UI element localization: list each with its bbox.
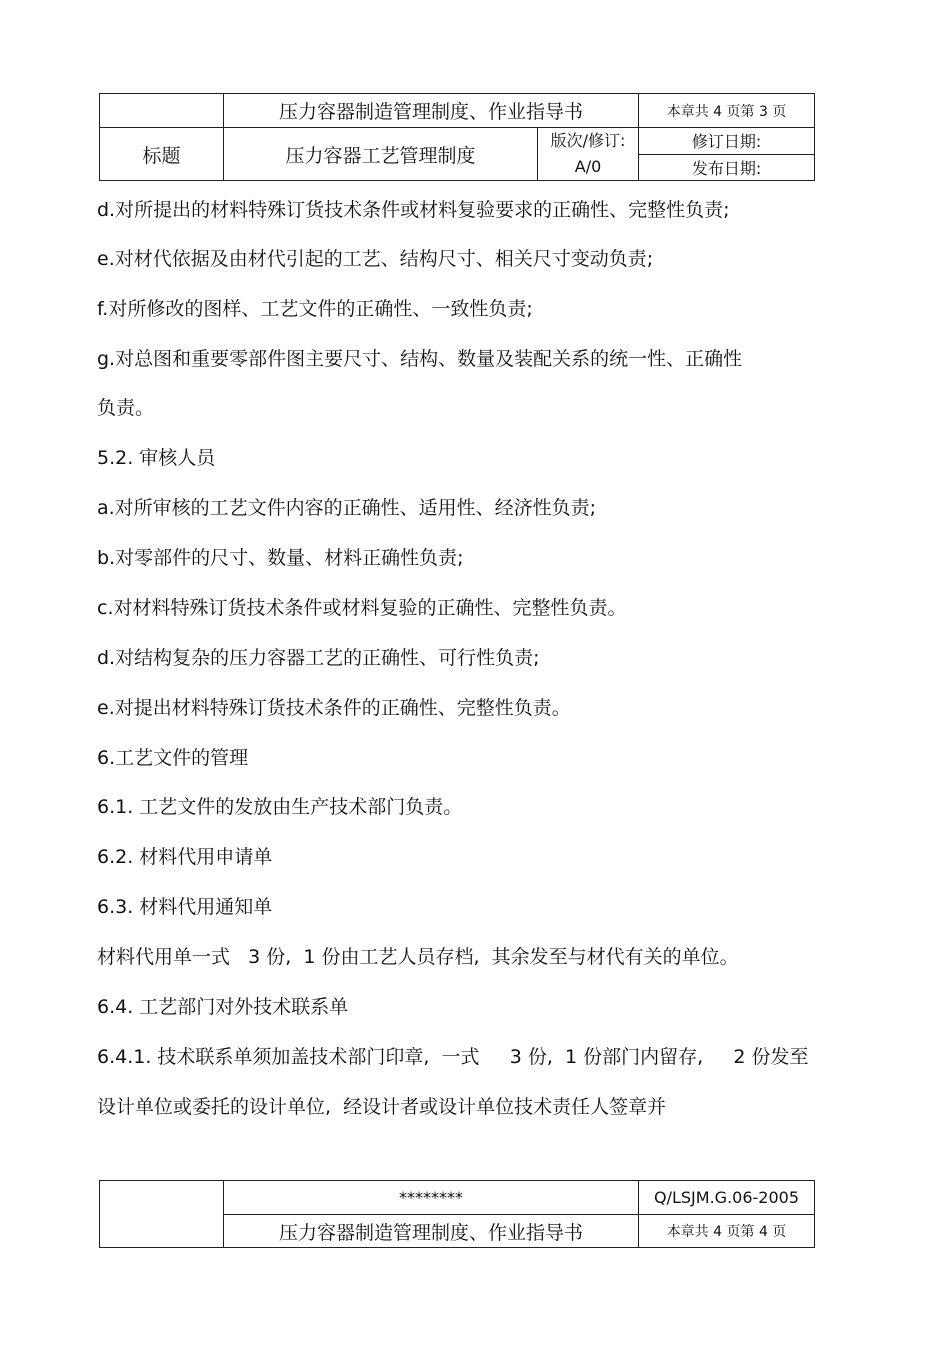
- body-line: 5.2. 审核人员: [97, 447, 216, 469]
- footer-doc-title: 压力容器制造管理制度、作业指导书: [224, 1215, 639, 1248]
- bottom-header-table: [99, 1180, 815, 1248]
- version-label: 版次/修订:: [550, 131, 626, 150]
- body-line: 设计单位或委托的设计单位, 经设计者或设计单位技术责任人签章并: [97, 1096, 667, 1118]
- body-line: 材料代用单一式 3 份, 1 份由工艺人员存档, 其余发至与材代有关的单位。: [97, 946, 739, 968]
- body-line: g.对总图和重要零部件图主要尺寸、结构、数量及装配关系的统一性、正确性: [97, 348, 743, 370]
- header-empty-cell: [100, 94, 224, 128]
- body-line: 6.1. 工艺文件的发放由生产技术部门负责。: [97, 796, 463, 818]
- doc-title: 压力容器制造管理制度、作业指导书: [224, 94, 639, 128]
- title-label: 标题: [100, 128, 224, 181]
- body-line: 6.3. 材料代用通知单: [97, 896, 273, 918]
- body-line: 6.4. 工艺部门对外技术联系单: [97, 996, 349, 1018]
- body-line: d.对结构复杂的压力容器工艺的正确性、可行性负责;: [97, 647, 540, 669]
- body-line: 6.2. 材料代用申请单: [97, 846, 273, 868]
- body-line: e.对提出材料特殊订货技术条件的正确性、完整性负责。: [97, 697, 571, 719]
- body-line: a.对所审核的工艺文件内容的正确性、适用性、经济性负责;: [97, 497, 597, 519]
- body-line: d.对所提出的材料特殊订货技术条件或材料复验要求的正确性、完整性负责;: [97, 199, 730, 221]
- body-line: f.对所修改的图样、工艺文件的正确性、一致性负责;: [97, 298, 533, 320]
- body-line: 负责。: [97, 397, 155, 419]
- page-info: 本章共 4 页第 3 页: [639, 94, 815, 128]
- version-cell: [538, 128, 639, 181]
- version-value: A/0: [574, 157, 602, 176]
- revision-date-label: 修订日期:: [639, 128, 815, 155]
- release-date-label: 发布日期:: [639, 154, 815, 181]
- body-line: 6.4.1. 技术联系单须加盖技术部门印章, 一式 3 份, 1 份部门内留存, 2 份发至: [97, 1046, 809, 1068]
- footer-page-info: 本章共 4 页第 4 页: [639, 1215, 815, 1248]
- body-line: e.对材代依据及由材代引起的工艺、结构尺寸、相关尺寸变动负责;: [97, 248, 654, 270]
- body-line: b.对零部件的尺寸、数量、材料正确性负责;: [97, 547, 464, 569]
- section-title: 压力容器工艺管理制度: [224, 128, 538, 181]
- stars-text: ********: [224, 1181, 639, 1215]
- footer-empty-cell: [100, 1181, 224, 1248]
- doc-code: Q/LSJM.G.06-2005: [639, 1181, 815, 1215]
- body-line: c.对材料特殊订货技术条件或材料复验的正确性、完整性负责。: [97, 597, 627, 619]
- top-header-table: [99, 93, 815, 181]
- body-line: 6.工艺文件的管理: [97, 747, 249, 769]
